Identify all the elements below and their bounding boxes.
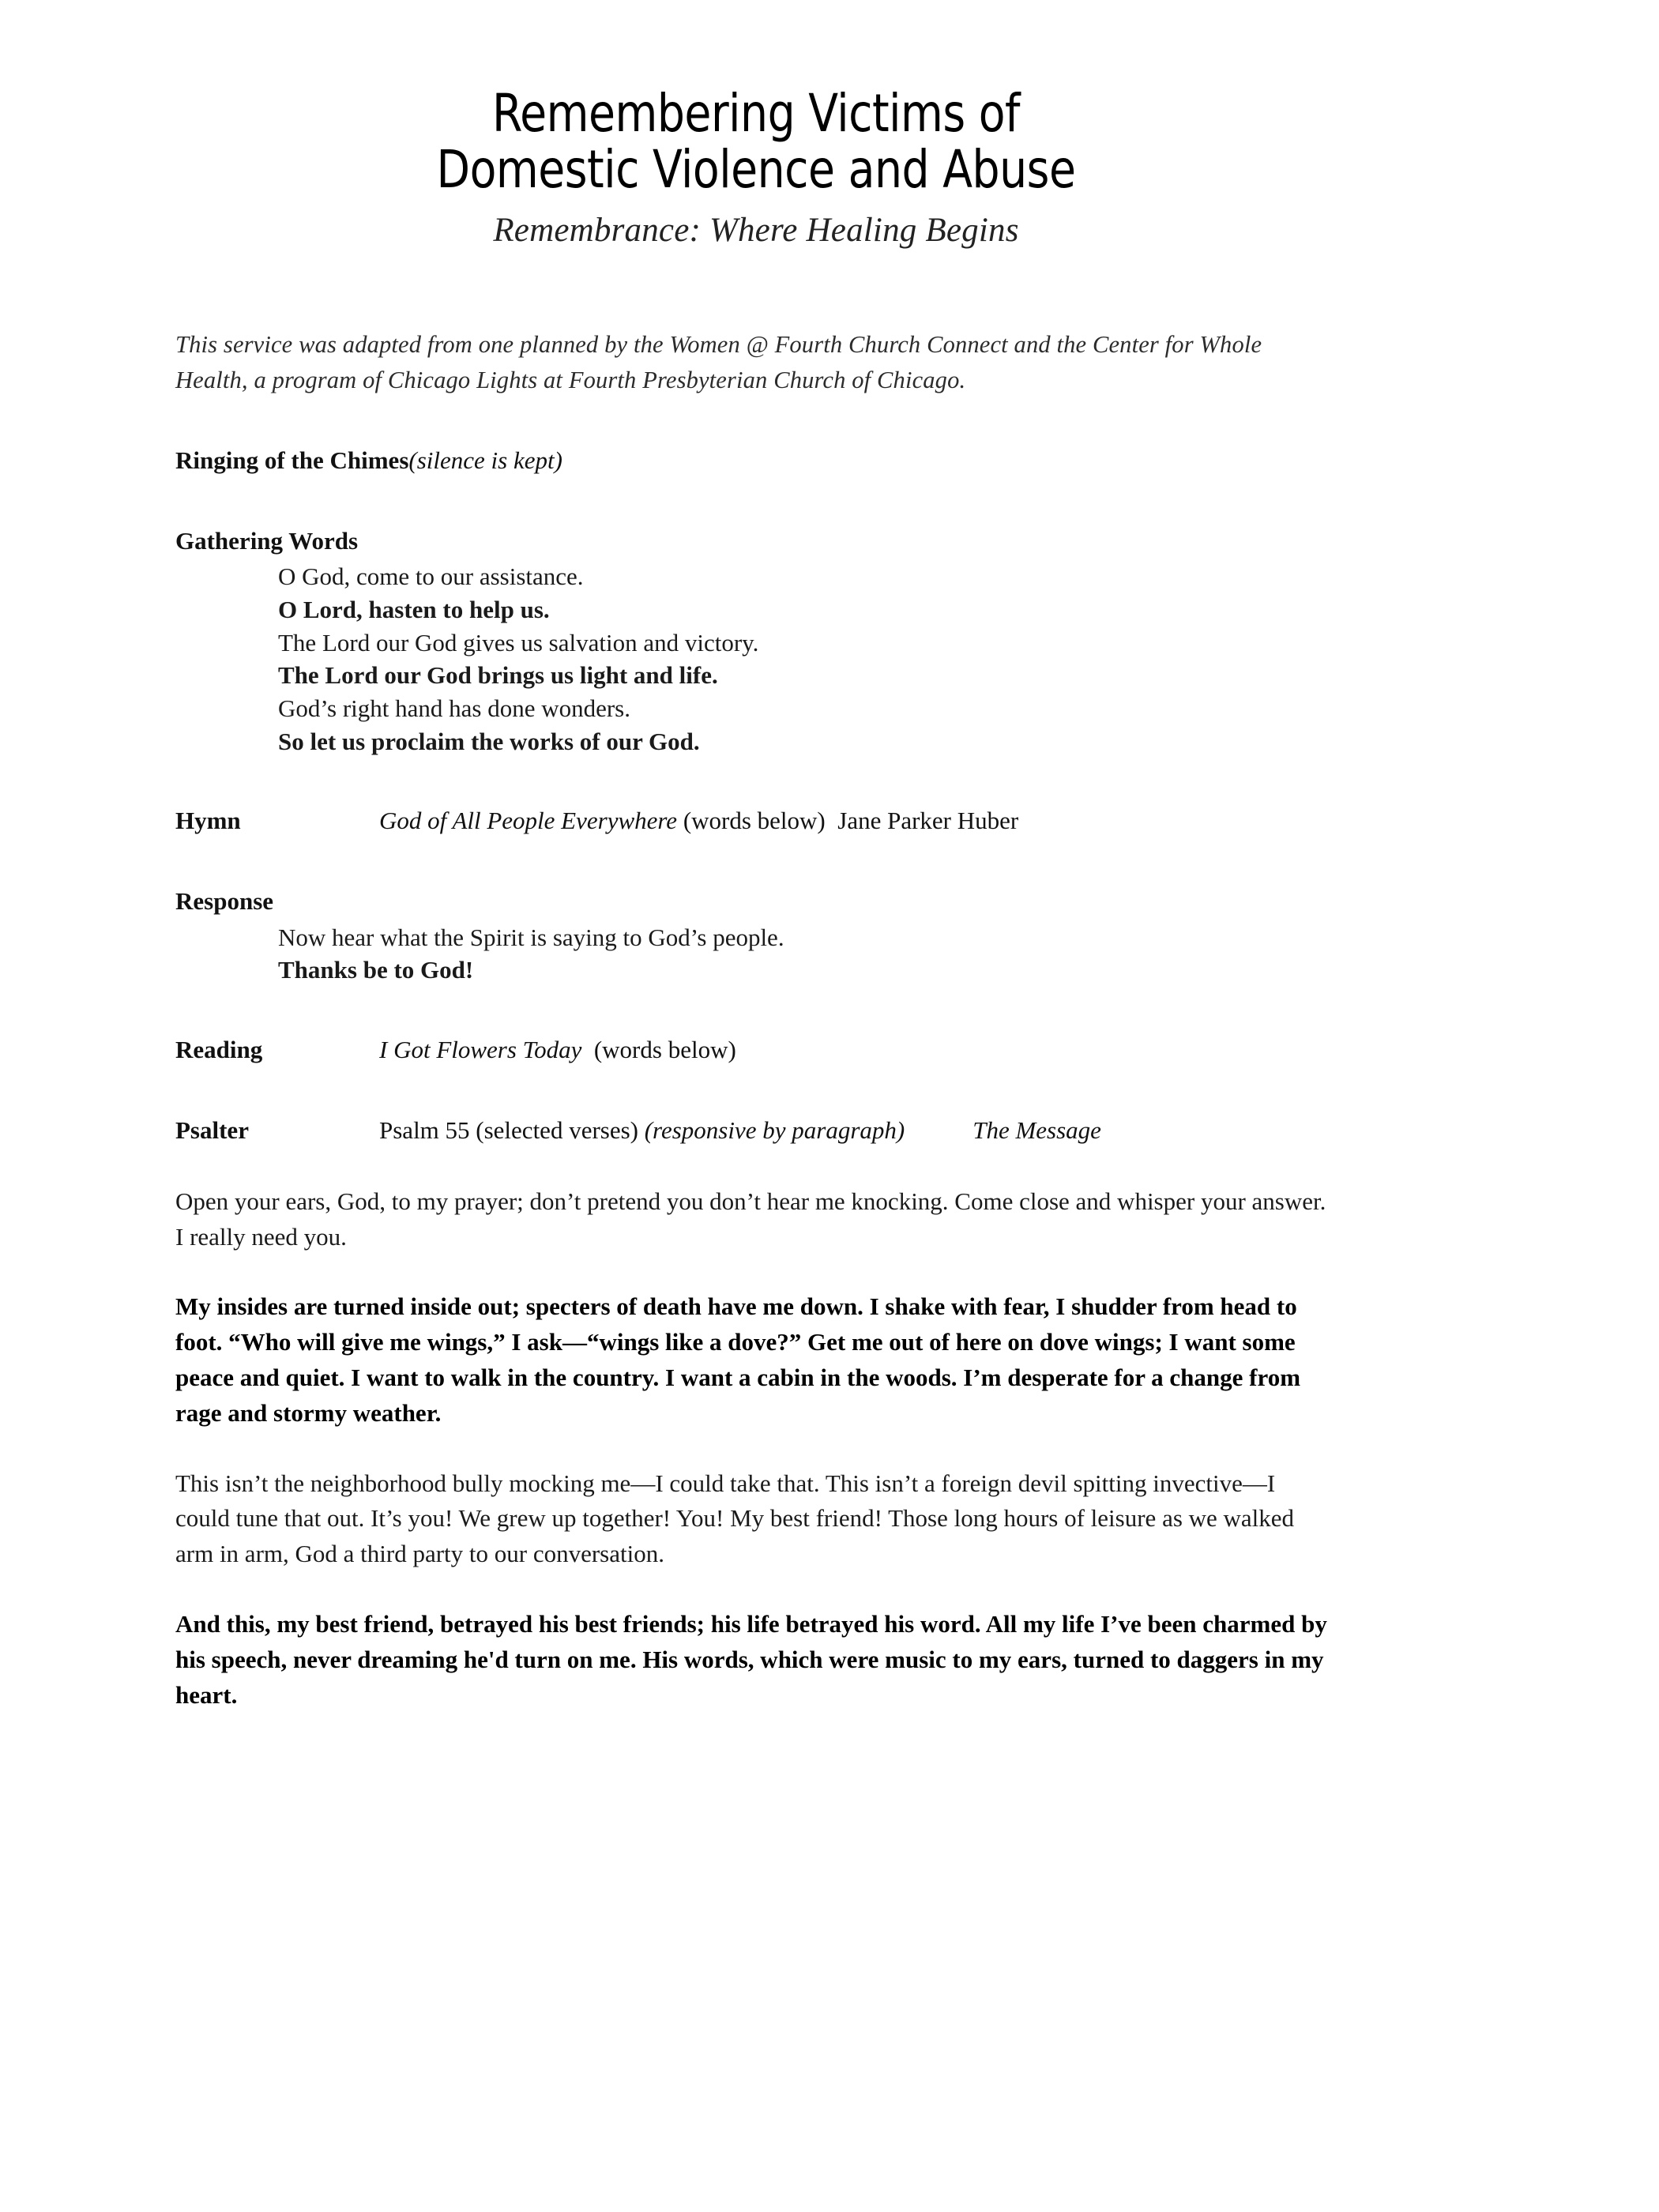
chimes-parenthetical: (silence is kept) bbox=[408, 446, 562, 475]
section-psalter bbox=[175, 1113, 1337, 1713]
responsive-line: The Lord our God gives us salvation and victory. bbox=[278, 628, 759, 656]
page-title bbox=[216, 83, 1296, 201]
section-gathering-words bbox=[175, 524, 1337, 758]
document-title-block bbox=[175, 0, 1337, 251]
responsive-line: God’s right hand has done wonders. bbox=[278, 694, 630, 723]
intro-note: This service was adapted from one planned by the Women @ Fourth Church Connect and the Center for Whole Health, a program of Chicago Lights at Fourth Presbyterian Church of Chicago. bbox=[175, 331, 1262, 393]
responsive-line: O Lord, hasten to help us. bbox=[278, 596, 550, 624]
responsive-line: Now hear what the Spirit is saying to God’s people. bbox=[278, 923, 784, 951]
psalm-paragraph: Open your ears, God, to my prayer; don’t pretend you don’t hear me knocking. Come close and whisper your answer. I really need you. bbox=[175, 1187, 1326, 1251]
psalter-source: The Message bbox=[972, 1115, 1101, 1144]
response-heading-row bbox=[175, 884, 1337, 919]
responsive-line: Thanks be to God! bbox=[278, 956, 474, 984]
hymn-author: Jane Parker Huber bbox=[837, 807, 1019, 835]
psalm-paragraph: This isn’t the neighborhood bully mocking me—I could take that. This isn’t a foreign devil spitting invective—I could tune that out. It’s you! We grew up together! You! My best friend! Those long hours of leisure as we walked arm in arm, God a third party to our conversation. bbox=[175, 1469, 1295, 1568]
response-lines bbox=[175, 921, 1337, 987]
document-content bbox=[175, 0, 1337, 1713]
psalter-reference: Psalm 55 (selected verses) bbox=[379, 1115, 638, 1144]
title-line-2: Domestic Violence and Abuse bbox=[436, 139, 1076, 201]
reading-label: Reading bbox=[175, 1035, 263, 1063]
psalter-label: Psalter bbox=[175, 1115, 249, 1144]
psalm-body bbox=[175, 1184, 1337, 1713]
psalm-paragraph: My insides are turned inside out; specters of death have me down. I shake with fear, I shudder from head to foot. “Who will give me wings,” I ask—“wings like a dove?” Get me out of here on dove wings; I want some peace and quiet. I want to walk in the country. I want a cabin in the woods. I’m desperate for a change from rage and stormy weather. bbox=[175, 1292, 1301, 1427]
hymn-row bbox=[175, 803, 1337, 838]
hymn-label: Hymn bbox=[175, 807, 241, 835]
psalter-parenthetical: (responsive by paragraph) bbox=[644, 1115, 905, 1144]
psalm-paragraph: And this, my best friend, betrayed his best friends; his life betrayed his word. All my life I’ve been charmed by his speech, never dreaming he'd turn on me. His words, which were music to my ears, turned to daggers in my heart. bbox=[175, 1609, 1327, 1709]
psalter-row bbox=[175, 1113, 1337, 1148]
responsive-line: So let us proclaim the works of our God. bbox=[278, 727, 700, 755]
response-label: Response bbox=[175, 887, 274, 916]
responsive-line: O God, come to our assistance. bbox=[278, 562, 584, 591]
hymn-title: God of All People Everywhere bbox=[379, 807, 678, 835]
chimes-heading-row bbox=[175, 443, 1337, 478]
gathering-words-heading-row bbox=[175, 524, 1337, 559]
section-hymn bbox=[175, 803, 1337, 838]
page-subtitle: Remembrance: Where Healing Begins bbox=[493, 211, 1019, 249]
section-response bbox=[175, 884, 1337, 986]
reading-title: I Got Flowers Today bbox=[379, 1035, 582, 1063]
hymn-note: (words below) Jane Parker Huber bbox=[683, 807, 1019, 835]
reading-row bbox=[175, 1033, 1337, 1067]
section-reading bbox=[175, 1033, 1337, 1067]
reading-note: (words below) bbox=[593, 1035, 736, 1063]
chimes-label: Ringing of the Chimes bbox=[175, 446, 409, 475]
title-line-1: Remembering Victims of bbox=[491, 83, 1021, 144]
gathering-words-lines bbox=[175, 560, 1337, 758]
section-ringing-of-the-chimes bbox=[175, 443, 1337, 478]
gathering-words-label: Gathering Words bbox=[175, 527, 359, 555]
responsive-line: The Lord our God brings us light and life. bbox=[278, 661, 718, 690]
